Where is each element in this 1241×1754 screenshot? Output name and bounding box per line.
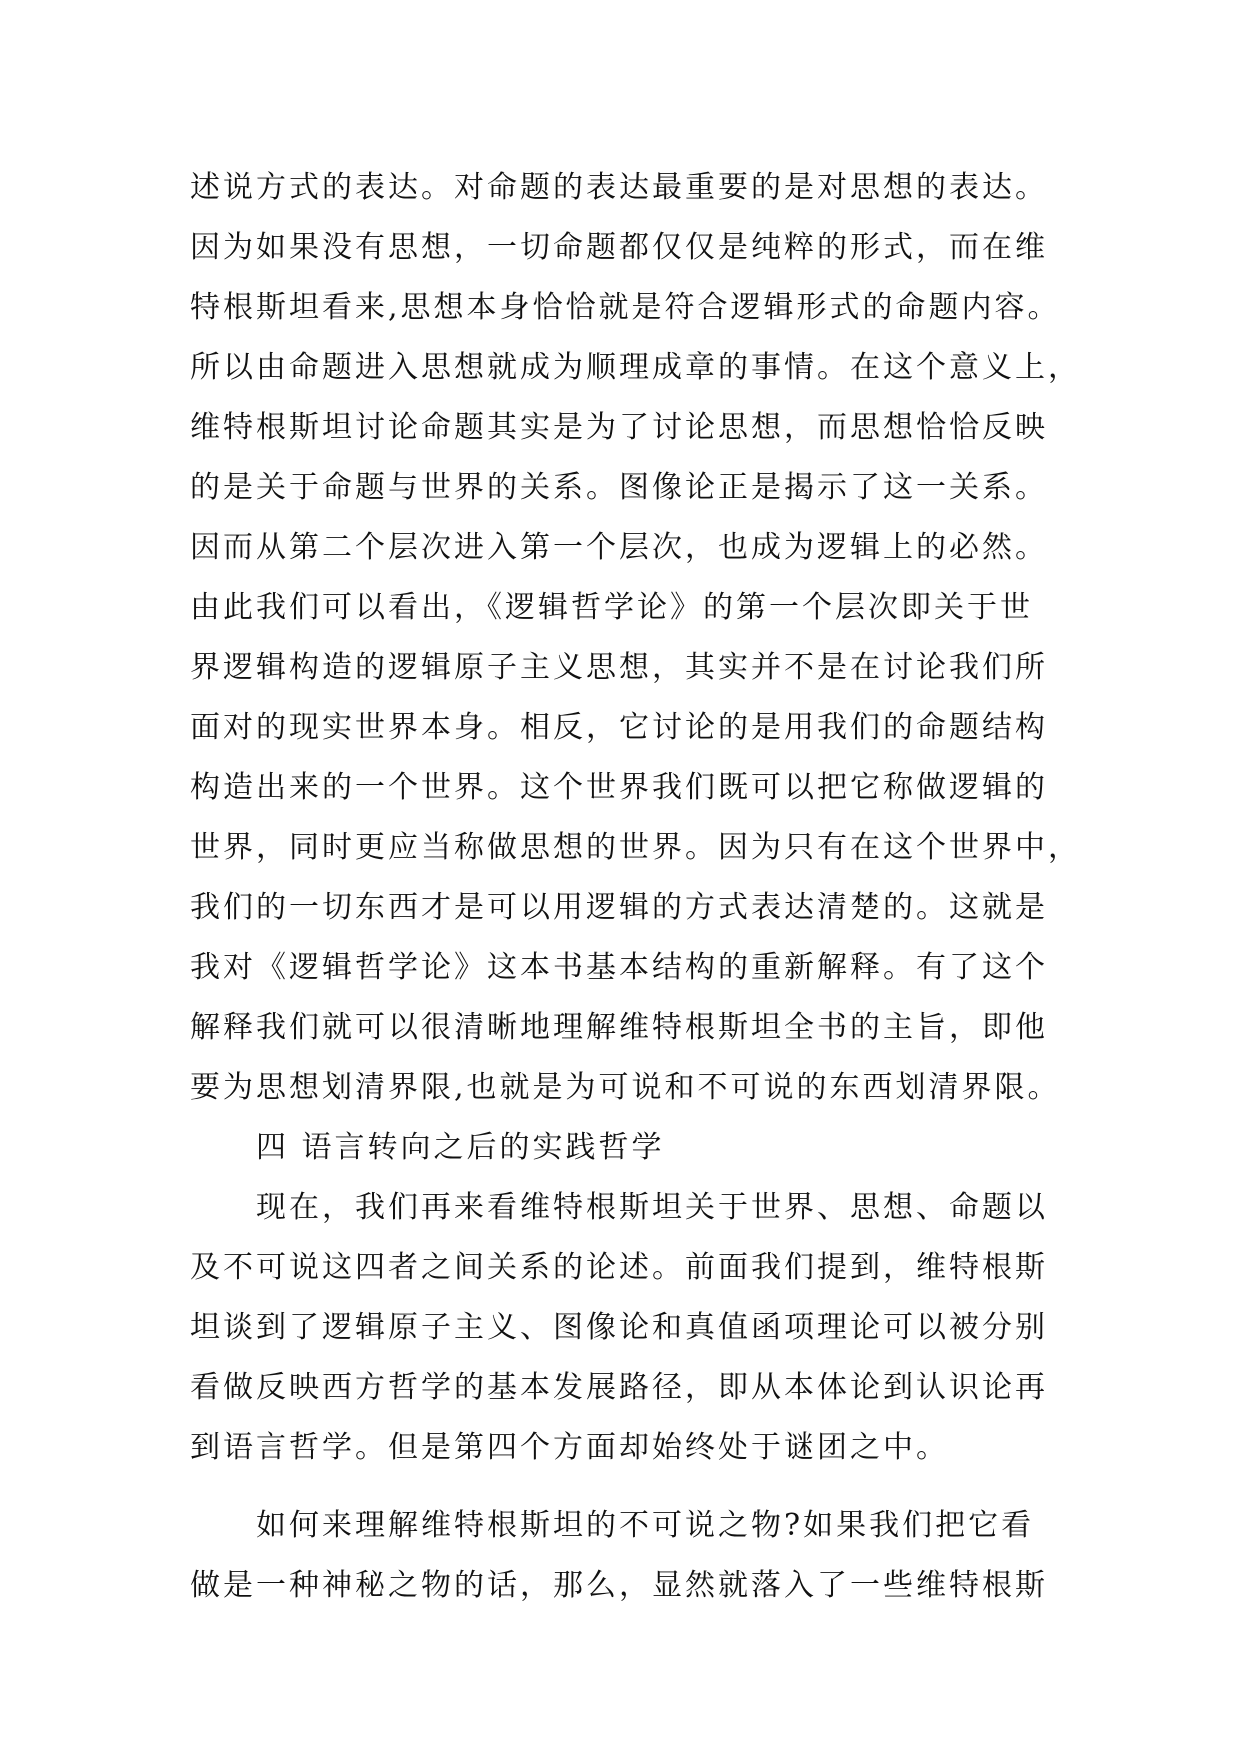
paragraph-spacer (190, 1478, 1090, 1496)
text-line: 到语言哲学。但是第四个方面却始终处于谜团之中。 (190, 1430, 949, 1465)
body-text (190, 158, 1090, 1616)
text-line: 坦谈到了逻辑原子主义、图像论和真值函项理论可以被分别 (190, 1310, 1048, 1345)
text-line: 由此我们可以看出，《逻辑哲学论》的第一个层次即关于世 (190, 590, 1033, 625)
text-line: 面对的现实世界本身。相反，它讨论的是用我们的命题结构 (190, 710, 1048, 745)
text-line: 维特根斯坦讨论命题其实是为了讨论思想，而思想恰恰反映 (190, 410, 1048, 445)
text-line: 做是一种神秘之物的话，那么，显然就落入了一些维特根斯 (190, 1568, 1048, 1603)
text-line: 要为思想划清界限,也就是为可说和不可说的东西划清界限。 (190, 1070, 1061, 1105)
text-line: 解释我们就可以很清晰地理解维特根斯坦全书的主旨，即他 (190, 1010, 1048, 1045)
text-line: 构造出来的一个世界。这个世界我们既可以把它称做逻辑的 (190, 770, 1048, 805)
text-line: 世界，同时更应当称做思想的世界。因为只有在这个世界中， (190, 830, 1081, 865)
text-line: 特根斯坦看来,思想本身恰恰就是符合逻辑形式的命题内容。 (190, 290, 1061, 325)
text-line: 及不可说这四者之间关系的论述。前面我们提到，维特根斯 (190, 1250, 1048, 1285)
text-line: 我们的一切东西才是可以用逻辑的方式表达清楚的。这就是 (190, 890, 1048, 925)
text-line: 的是关于命题与世界的关系。图像论正是揭示了这一关系。 (190, 470, 1048, 505)
section-heading: 四 语言转向之后的实践哲学 (256, 1130, 665, 1165)
text-line: 界逻辑构造的逻辑原子主义思想，其实并不是在讨论我们所 (190, 650, 1048, 685)
text-line: 现在，我们再来看维特根斯坦关于世界、思想、命题以 (256, 1190, 1048, 1225)
text-line: 我对《逻辑哲学论》这本书基本结构的重新解释。有了这个 (190, 950, 1048, 985)
text-line: 述说方式的表达。对命题的表达最重要的是对思想的表达。 (190, 170, 1048, 205)
text-line: 因为如果没有思想，一切命题都仅仅是纯粹的形式，而在维 (190, 230, 1048, 265)
text-line: 看做反映西方哲学的基本发展路径，即从本体论到认识论再 (190, 1370, 1048, 1405)
text-line: 所以由命题进入思想就成为顺理成章的事情。在这个意义上， (190, 350, 1081, 385)
text-line: 如何来理解维特根斯坦的不可说之物?如果我们把它看 (256, 1508, 1035, 1543)
text-line: 因而从第二个层次进入第一个层次，也成为逻辑上的必然。 (190, 530, 1048, 565)
